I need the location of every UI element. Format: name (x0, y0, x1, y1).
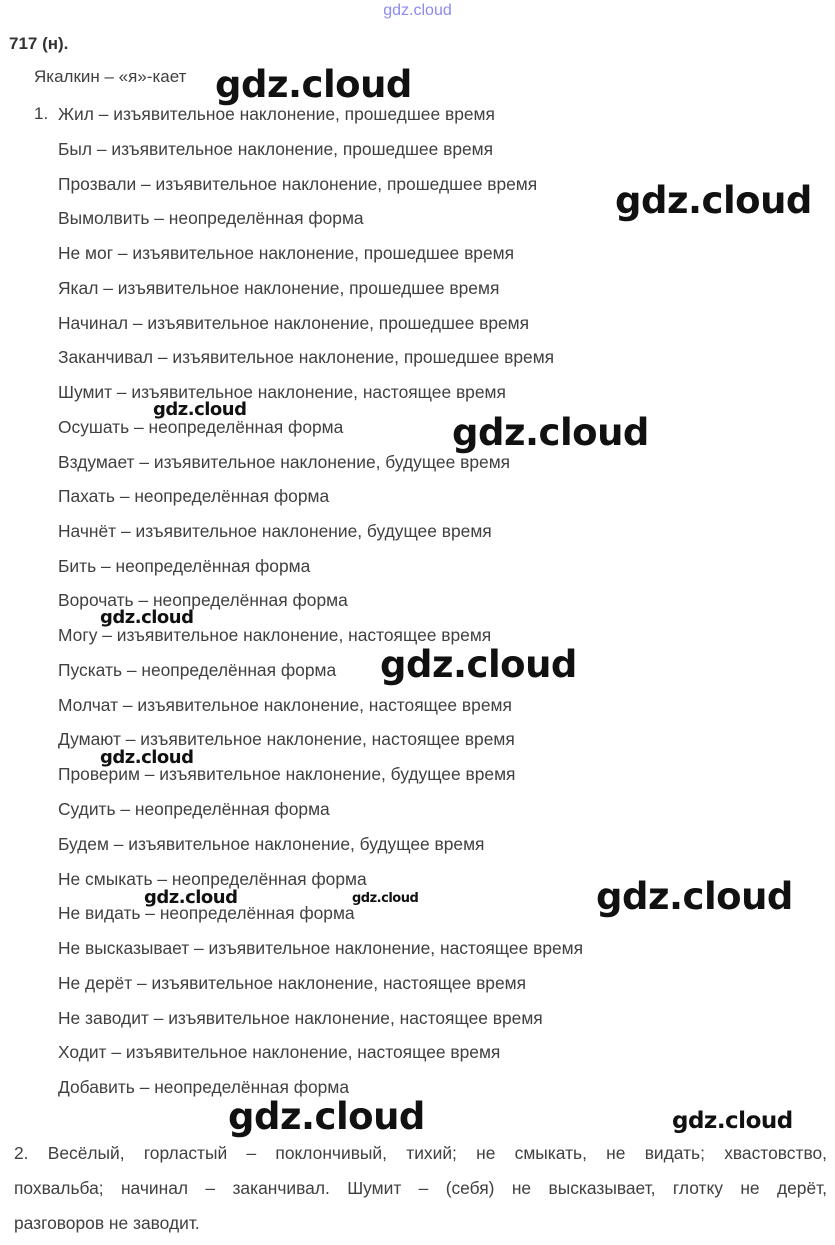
list-item: Проверим – изъявительное наклонение, будущее время (58, 764, 516, 784)
list-item: Вымолвить – неопределённая форма (58, 208, 364, 228)
watermark: gdz.cloud (153, 399, 247, 420)
part2-line: разговоров не заводит. (14, 1213, 200, 1233)
list-item: Бить – неопределённая форма (58, 556, 311, 576)
list-item: Могу – изъявительное наклонение, настоящее время (58, 625, 492, 645)
watermark: gdz.cloud (672, 1108, 793, 1134)
watermark: gdz.cloud (352, 891, 419, 906)
part1-number: 1. (34, 104, 49, 123)
list-item: Не заводит – изъявительное наклонение, настоящее время (58, 1008, 543, 1028)
watermark: gdz.cloud (596, 875, 793, 918)
list-item: Не мог – изъявительное наклонение, прошедшее время (58, 243, 515, 263)
list-item: Пахать – неопределённая форма (58, 486, 330, 506)
watermark: gdz.cloud (144, 887, 238, 908)
list-item: Заканчивал – изъявительное наклонение, прошедшее время (58, 347, 555, 367)
part2-line: 2. Весёлый, горластый – поклончивый, тихий; не смыкать, не видать; хвастовство, (14, 1143, 827, 1163)
part2-line: похвальба; начинал – заканчивал. Шумит – (себя) не высказывает, глотку не дерёт, (14, 1178, 827, 1198)
intro-line: Якалкин – «я»-кает (34, 67, 187, 86)
watermark: gdz.cloud (452, 411, 649, 454)
list-item: Якал – изъявительное наклонение, прошедшее время (58, 278, 500, 298)
list-item: Начинал – изъявительное наклонение, прошедшее время (58, 313, 530, 333)
list-item: Судить – неопределённая форма (58, 799, 330, 819)
list-item: Шумит – изъявительное наклонение, настоящее время (58, 382, 506, 402)
watermark: gdz.cloud (100, 747, 194, 768)
list-item: Не высказывает – изъявительное наклонение, настоящее время (58, 938, 584, 958)
list-item: Начнёт – изъявительное наклонение, будущее время (58, 521, 492, 541)
list-item: Не дерёт – изъявительное наклонение, настоящее время (58, 973, 527, 993)
list-item: Не смыкать – неопределённая форма (58, 869, 367, 889)
list-item: Думают – изъявительное наклонение, настоящее время (58, 729, 515, 749)
list-item: Молчат – изъявительное наклонение, настоящее время (58, 695, 512, 715)
header-watermark: gdz.cloud (383, 2, 452, 19)
watermark: gdz.cloud (215, 63, 412, 106)
list-item: Добавить – неопределённая форма (58, 1077, 349, 1097)
list-item: Ходит – изъявительное наклонение, настоящее время (58, 1042, 501, 1062)
list-item: Был – изъявительное наклонение, прошедшее время (58, 139, 494, 159)
watermark: gdz.cloud (380, 643, 577, 686)
task-number: 717 (н). (9, 34, 69, 53)
list-item: Вздумает – изъявительное наклонение, будущее время (58, 452, 511, 472)
watermark: gdz.cloud (615, 179, 812, 222)
list-item: Жил – изъявительное наклонение, прошедшее время (58, 104, 495, 124)
list-item: Осушать – неопределённая форма (58, 417, 344, 437)
list-item: Пускать – неопределённая форма (58, 660, 337, 680)
watermark: gdz.cloud (100, 607, 194, 628)
list-item: Прозвали – изъявительное наклонение, прошедшее время (58, 174, 538, 194)
list-item: Будем – изъявительное наклонение, будущее время (58, 834, 485, 854)
list-item: Ворочать – неопределённая форма (58, 590, 348, 610)
list-item: Не видать – неопределённая форма (58, 903, 355, 923)
watermark: gdz.cloud (228, 1095, 425, 1138)
